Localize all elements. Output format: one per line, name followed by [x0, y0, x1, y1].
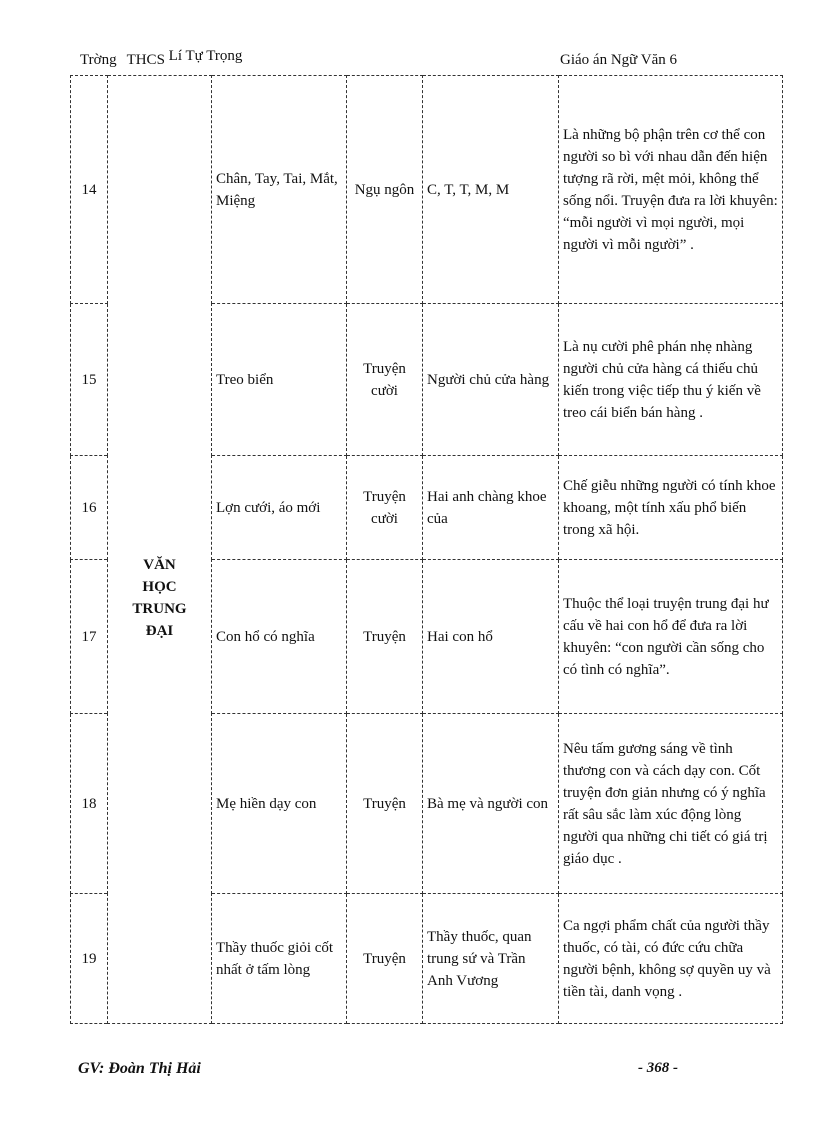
category-label: VĂN HỌC TRUNG ĐẠI [132, 556, 187, 639]
row-number: 15 [71, 304, 108, 456]
literature-table [70, 75, 783, 1024]
teacher-name: GV: Đoàn Thị Hải [78, 1060, 201, 1077]
work-genre: Truyện cười [347, 456, 423, 560]
row-number: 17 [71, 560, 108, 714]
work-content: Chế giễu những người có tính khoe khoang, một tính xấu phổ biến trong xã hội. [559, 456, 783, 560]
page-number: - 368 - [638, 1060, 678, 1076]
work-content: Ca ngợi phẩm chất của người thầy thuốc, có tài, có đức cứu chữa người bệnh, không sợ quyền uy và tiền tài, danh vọng . [559, 894, 783, 1024]
work-characters: Người chủ cửa hàng [423, 304, 559, 456]
work-content: Nêu tấm gương sáng về tình thương con và cách dạy con. Cốt truyện đơn giản nhưng có ý nghĩa rất sâu sắc làm xúc động lòng người qua những chi tiết có giá trị giáo dục . [559, 714, 783, 894]
work-characters: Bà mẹ và người con [423, 714, 559, 894]
work-title: Con hổ có nghĩa [212, 560, 347, 714]
school-prefix: Trờng [80, 52, 117, 68]
work-characters: Thầy thuốc, quan trung sứ và Trần Anh Vương [423, 894, 559, 1024]
work-characters: C, T, T, M, M [423, 76, 559, 304]
page-header-title: Giáo án Ngữ Văn 6 [560, 52, 677, 68]
work-title: Treo biển [212, 304, 347, 456]
work-content: Thuộc thể loại truyện trung đại hư cấu về hai con hổ để đưa ra lời khuyên: “con người cần sống cho có tình có nghĩa”. [559, 560, 783, 714]
row-number: 16 [71, 456, 108, 560]
table-row [71, 76, 783, 304]
school-type: THCS [126, 52, 165, 68]
work-genre: Truyện [347, 560, 423, 714]
work-title: Thầy thuốc giỏi cốt nhất ở tấm lòng [212, 894, 347, 1024]
category-cell [108, 76, 212, 1024]
page-header-school [80, 48, 243, 69]
row-number: 14 [71, 76, 108, 304]
work-title: Mẹ hiền dạy con [212, 714, 347, 894]
work-title: Chân, Tay, Tai, Mắt, Miệng [212, 76, 347, 304]
row-number: 18 [71, 714, 108, 894]
work-genre: Truyện [347, 714, 423, 894]
work-genre: Ngụ ngôn [347, 76, 423, 304]
work-title: Lợn cưới, áo mới [212, 456, 347, 560]
work-genre: Truyện [347, 894, 423, 1024]
work-characters: Hai con hổ [423, 560, 559, 714]
work-content: Là những bộ phận trên cơ thể con người so bì với nhau dẫn đến hiện tượng rã rời, mệt mỏi, không thể sống nổi. Truyện đưa ra lời khuyên: “mỗi người vì mọi người, mọi người vì mỗi người” . [559, 76, 783, 304]
work-genre: Truyện cười [347, 304, 423, 456]
school-name: Lí Tự Trọng [168, 48, 243, 64]
row-number: 19 [71, 894, 108, 1024]
work-content: Là nụ cười phê phán nhẹ nhàng người chủ cửa hàng cá thiếu chủ kiến trong việc tiếp thu ý kiến về treo cái biển bán hàng . [559, 304, 783, 456]
work-characters: Hai anh chàng khoe của [423, 456, 559, 560]
